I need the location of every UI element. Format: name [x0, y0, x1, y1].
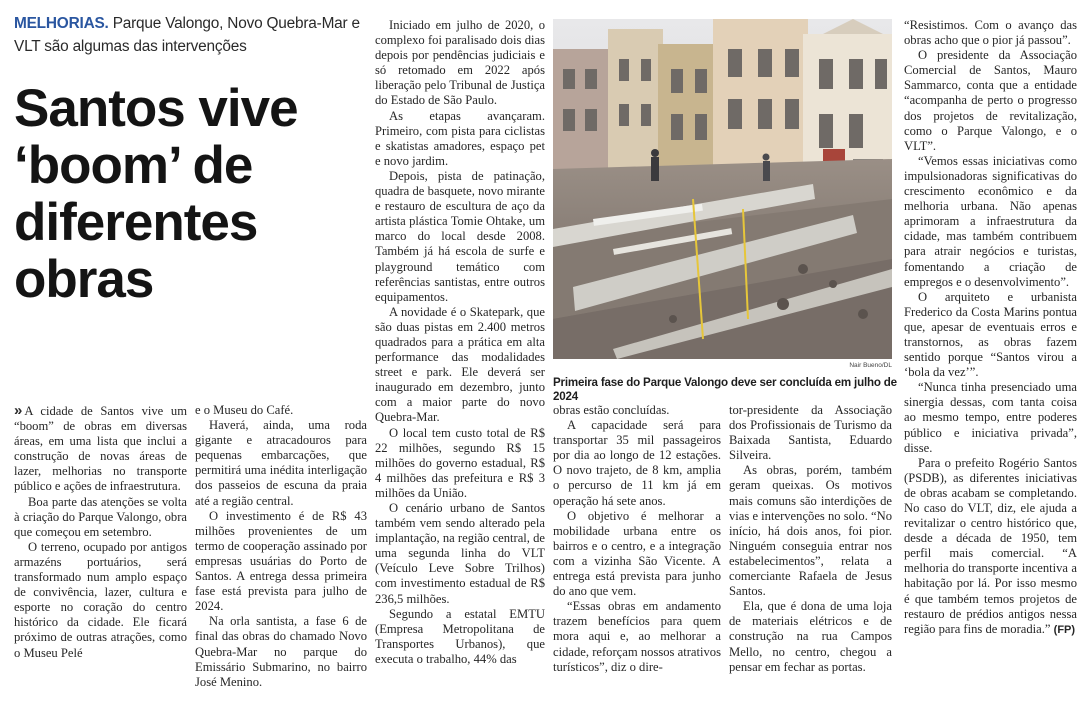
article-paragraph: tor-presidente da Associação dos Profissionais de Turismo da Baixada Santista, Eduardo Silveira.	[729, 403, 892, 463]
article-paragraph: As obras, porém, também geram queixas. Os motivos mais comuns são interdições de vias e intervenções no solo. “No início, há dois anos, foi pior. Ninguém conseguia entrar nos estabelecimentos”, relata a comerciante Rafaela de Jesus Santos.	[729, 463, 892, 599]
article-column-5	[729, 403, 892, 675]
author-signature: (FP)	[1053, 623, 1076, 636]
photo-illustration	[553, 19, 892, 359]
photo-credit: Nair Bueno/DL	[849, 362, 892, 369]
article-paragraph: Haverá, ainda, uma roda gigante e atracadouros para pequenas embarcações, que permitirá uma inédita interligação dos passeios de escuna da praia até a região central.	[195, 418, 367, 508]
kicker	[14, 12, 364, 58]
article-paragraph: A capacidade será para transportar 35 mil passageiros por dia ao longo de 12 estações. O novo trajeto, de 8 km, amplia o percurso de 11 km já em operação há sete anos.	[553, 418, 721, 508]
kicker-text: Parque Valongo, Novo Quebra-Mar e VLT são algumas das intervenções	[14, 15, 360, 55]
article-paragraph: O terreno, ocupado por antigos armazéns portuários, será transformado num amplo espaço de convivência, lazer, cultura e esporte no coração do centro histórico da cidade. Ele ficará próximo de outras atrações, como o Museu Pelé	[14, 539, 187, 660]
photo-caption: Primeira fase do Parque Valongo deve ser concluída em julho de 2024	[553, 376, 897, 403]
article-paragraph: » A cidade de Santos vive um “boom” de obras em diversas áreas, em uma lista que inclui a construção de novas áreas de lazer, melhorias no transporte público e ações de infraestrutura.	[14, 402, 187, 494]
article-paragraph: Para o prefeito Rogério Santos (PSDB), as diferentes iniciativas de obras acabam se completando. No caso do VLT, diz, ele ajuda a revitalizar o centro histórico que, desde a década de 1950, tem perfil mais comercial. “A melhoria do transporte incentiva a habitação por lá. Por isso mesmo é que também temos projetos de restauro de prédios antigos nessa região para fins de moradia.” (FP)	[904, 455, 1077, 636]
article-paragraph: O presidente da Associação Comercial de Santos, Mauro Sammarco, conta que a entidade “acompanha de perto o progresso dos projetos de revitalização, como o Parque Valongo, e o VLT”.	[904, 48, 1077, 153]
headline: Santos vive ‘boom’ de diferentes obras	[14, 79, 298, 309]
article-paragraph: “Essas obras em andamento trazem benefícios para quem mora aqui e, ao melhorar a cidade, reforçam nossos atrativos turísticos”, diz o dire-	[553, 599, 721, 674]
article-column-1	[14, 403, 187, 661]
article-column-3	[375, 18, 545, 667]
article-paragraph: “Resistimos. Com o avanço das obras acho que o pior já passou”.	[904, 18, 1077, 48]
article-paragraph: Iniciado em julho de 2020, o complexo foi paralisado dois dias depois por pendências judiciais e só retomado em 2022 após liberação pelo Tribunal de Justiça do Estado de São Paulo.	[375, 18, 545, 108]
article-paragraph: Segundo a estatal EMTU (Empresa Metropolitana de Transportes Urbanos), que executa o trabalho, 44% das	[375, 606, 545, 666]
article-paragraph: “Vemos essas iniciativas como impulsionadoras significativas do crescimento econômico e da melhoria urbana. Não apenas aprimoram a infraestrutura da cidade, mas também contribuem para atrair negócios e turistas, fomentando a criação de empregos e o desenvolvimento”.	[904, 153, 1077, 289]
article-paragraph: Ela, que é dona de uma loja de materiais elétricos e de construção na rua Campos Mello, no centro, chegou a pensar em fechar as portas.	[729, 599, 892, 674]
article-paragraph: Na orla santista, a fase 6 de final das obras do chamado Novo Quebra-Mar no parque do Emissário Submarino, no bairro José Menino.	[195, 614, 367, 689]
article-paragraph: O arquiteto e urbanista Frederico da Costa Marins pontua que, apesar de eventuais erros e transtornos, as obras fazem sentido porque “Santos virou a ‘bola da vez’”.	[904, 289, 1077, 380]
lead-marker-icon: »	[14, 402, 20, 419]
article-column-2	[195, 403, 367, 690]
article-paragraph: O cenário urbano de Santos também vem sendo alterado pela implantação, na região central, de uma segunda linha do VLT (Veículo Leve Sobre Trilhos) com investimento estadual de R$ 236,5 milhões.	[375, 501, 545, 606]
kicker-keyword: MELHORIAS.	[14, 15, 109, 32]
article-paragraph: As etapas avançaram. Primeiro, com pista para ciclistas e skatistas amadores, espaço pet e novo jardim.	[375, 108, 545, 168]
article-paragraph: Boa parte das atenções se volta à criação do Parque Valongo, obra que começou em setembro.	[14, 494, 187, 539]
construction-photo	[553, 19, 892, 359]
article-paragraph: “Nunca tinha presenciado uma sinergia dessas, com tanta coisa ao mesmo tempo, entre poderes público e iniciativa privada”, disse.	[904, 380, 1077, 455]
article-paragraph: O local tem custo total de R$ 22 milhões, segundo R$ 15 milhões do governo estadual, R$ 4 milhões das prefeitura e R$ 3 milhões da União.	[375, 425, 545, 500]
article-paragraph: O objetivo é melhorar a mobilidade urbana entre os bairros e o centro, e a integração com a vizinha São Vicente. A entrega está prevista para junho do ano que vem.	[553, 508, 721, 599]
article-paragraph: obras estão concluídas.	[553, 403, 670, 417]
article-paragraph: Depois, pista de patinação, quadra de basquete, novo mirante e restauro de escultura de aço da artista plástica Tomie Ohtake, um marco do local desde 2008. Também já há escola de surfe e playground temático com referências santistas, entre outros equipamentos.	[375, 168, 545, 304]
article-column-6	[904, 18, 1077, 638]
article-paragraph: e o Museu do Café.	[195, 403, 294, 417]
article-column-4	[553, 403, 721, 675]
article-paragraph: O investimento é de R$ 43 milhões provenientes de um termo de cooperação assinado por empresas usuárias do Porto de Santos. A entrega dessa primeira fase está prevista para julho de 2024.	[195, 508, 367, 614]
article-paragraph: A novidade é o Skatepark, que são duas pistas em 2.400 metros quadrados para a prática em alta performance das modalidades street e park. Ele deverá ser inaugurado em dezembro, junto com a maior parte do novo Quebra-Mar.	[375, 304, 545, 425]
